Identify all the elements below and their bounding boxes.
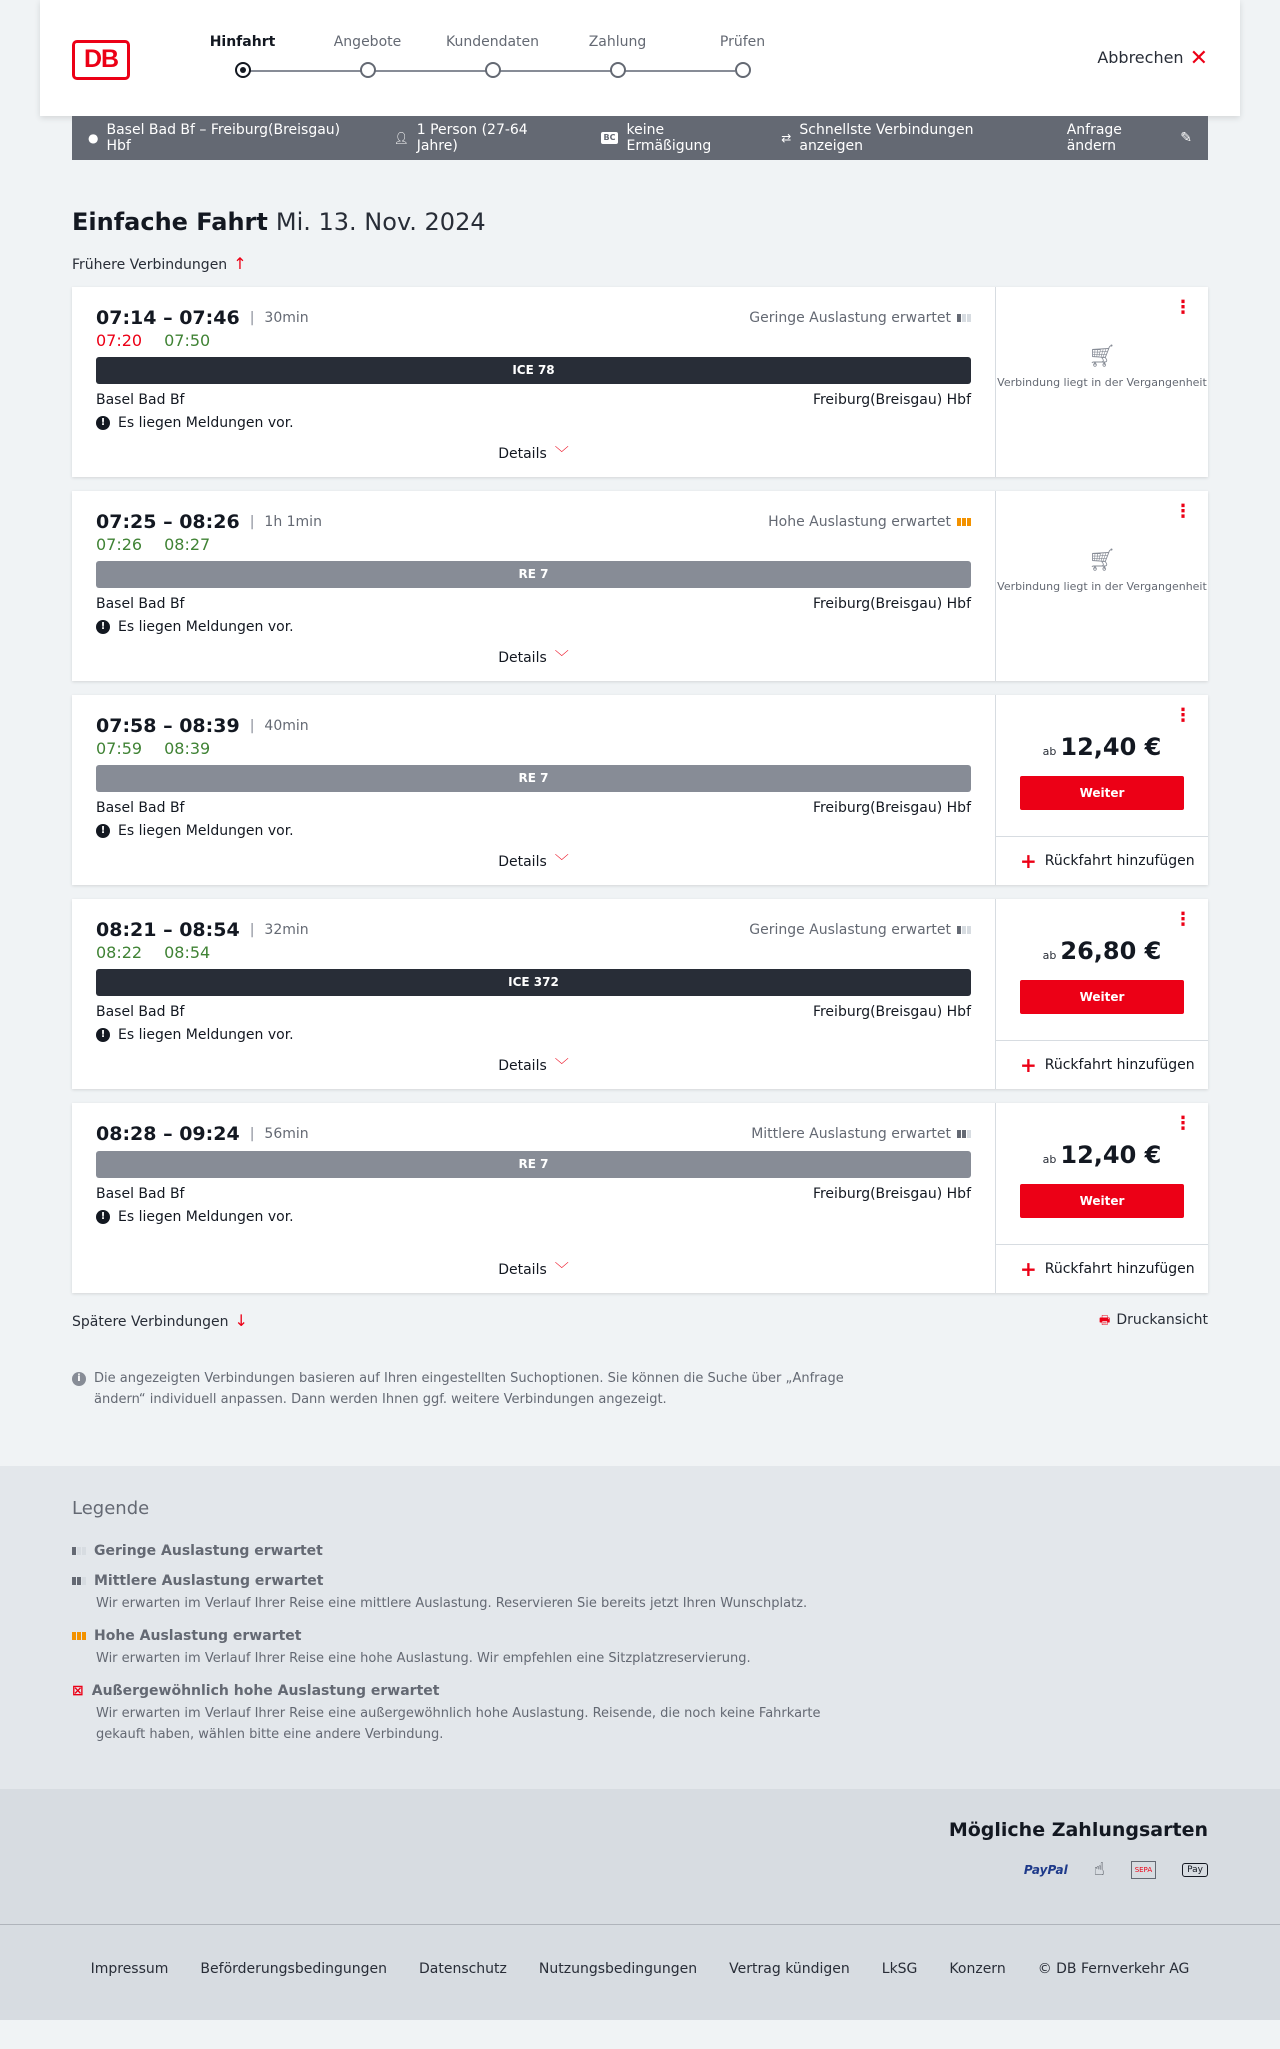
load-indicator <box>768 514 971 530</box>
realtime <box>96 331 971 351</box>
low-load-icon <box>72 1547 86 1555</box>
continue-button[interactable]: Weiter <box>1020 980 1184 1014</box>
details-label: Details <box>498 446 547 462</box>
step-circle-icon <box>235 62 251 78</box>
duration: 1h 1min <box>264 514 322 530</box>
query-discount <box>601 122 750 154</box>
swap-arrows-icon: ⇄ <box>781 131 792 145</box>
step-label: Kundendaten <box>445 34 540 50</box>
query-bar <box>72 116 1208 160</box>
add-return-label: Rückfahrt hinzufügen <box>1044 1261 1195 1277</box>
load-indicator <box>749 922 971 938</box>
continue-button[interactable]: Weiter <box>1020 1184 1184 1218</box>
duration: 32min <box>264 922 309 938</box>
offer-panel <box>995 695 1208 885</box>
chevron-down-icon: ﹀ <box>554 1262 569 1278</box>
pencil-icon: ✎ <box>1180 130 1193 146</box>
query-persons <box>393 122 568 154</box>
realtime-arrival: 07:50 <box>164 331 211 350</box>
legend-label: Außergewöhnlich hohe Auslastung erwartet <box>91 1683 440 1699</box>
cancel-label: Abbrechen <box>1097 48 1184 67</box>
realtime-arrival: 08:39 <box>164 739 211 758</box>
footer-link-impressum[interactable]: Impressum <box>90 1961 169 1977</box>
chevron-down-icon: ﹀ <box>554 854 569 870</box>
query-fastest <box>781 122 1034 154</box>
departure-arrival-time: 07:58 – 08:39 <box>96 715 240 737</box>
more-options-icon[interactable]: ⋮ <box>1174 297 1192 318</box>
more-options-icon[interactable]: ⋮ <box>1174 705 1192 726</box>
legend-label: Hohe Auslastung erwartet <box>94 1628 302 1644</box>
price <box>996 937 1208 965</box>
step-angebote <box>305 34 430 78</box>
train-bar: RE 7 <box>96 561 971 588</box>
connection-card <box>72 1103 1208 1293</box>
alert-icon: ! <box>96 416 110 430</box>
plus-icon: + <box>1020 1053 1037 1077</box>
footer <box>0 1924 1280 2020</box>
add-return-button[interactable] <box>996 1040 1208 1089</box>
realtime <box>96 943 971 963</box>
step-label: Angebote <box>333 34 402 50</box>
step-label: Prüfen <box>719 34 766 50</box>
realtime <box>96 739 971 759</box>
price-value: 12,40 € <box>1060 733 1162 761</box>
price-prefix: ab <box>1042 949 1057 962</box>
origin-station: Basel Bad Bf <box>96 1186 185 1202</box>
earlier-connections-link[interactable] <box>72 254 247 273</box>
origin-station: Basel Bad Bf <box>96 800 185 816</box>
connection-card <box>72 287 1208 477</box>
more-options-icon[interactable]: ⋮ <box>1174 909 1192 930</box>
info-note-text: Die angezeigten Verbindungen basieren auf Ihren eingestellten Suchoptionen. Sie können die Suche über „Anfrage ändern“ individuell anpassen. Dann werden Ihnen ggf. weitere Verbindungen angezeigt. <box>94 1371 844 1407</box>
plus-icon: + <box>1020 849 1037 873</box>
past-connection <box>996 344 1208 391</box>
realtime <box>96 535 971 555</box>
alert-icon: ! <box>96 1210 110 1224</box>
location-pin-icon: ● <box>88 131 99 145</box>
legend-desc: Wir erwarten im Verlauf Ihrer Reise eine hohe Auslastung. Wir empfehlen eine Sitzplatzreservierung. <box>96 1651 751 1666</box>
chevron-down-icon: ﹀ <box>554 446 569 462</box>
printer-icon: 🖶︎ <box>1099 1313 1111 1327</box>
print-view-link[interactable] <box>1099 1311 1208 1332</box>
more-options-icon[interactable]: ⋮ <box>1174 1113 1192 1134</box>
plus-icon: + <box>1020 1257 1037 1281</box>
legend-section <box>0 1466 1280 1789</box>
duration: 56min <box>264 1126 309 1142</box>
page-title <box>72 208 1208 236</box>
header <box>40 0 1240 116</box>
legend-label: Mittlere Auslastung erwartet <box>94 1573 324 1589</box>
add-return-button[interactable] <box>996 1244 1208 1293</box>
notice-text: Es liegen Meldungen vor. <box>118 415 294 431</box>
notice-text: Es liegen Meldungen vor. <box>118 1209 294 1225</box>
trip-date: Mi. 13. Nov. 2024 <box>275 208 486 236</box>
notice <box>96 415 971 431</box>
connection-card <box>72 695 1208 885</box>
payment-methods <box>0 1789 1280 1924</box>
destination-station: Freiburg(Breisgau) Hbf <box>812 800 971 816</box>
realtime-departure: 07:26 <box>96 535 143 554</box>
origin-station: Basel Bad Bf <box>96 1004 185 1020</box>
price-prefix: ab <box>1042 1153 1057 1166</box>
departure-arrival-time: 07:25 – 08:26 <box>96 511 240 533</box>
destination-station: Freiburg(Breisgau) Hbf <box>812 596 971 612</box>
extreme-load-icon: ⊠ <box>72 1683 84 1699</box>
load-text: Geringe Auslastung erwartet <box>749 310 951 326</box>
connection-info <box>72 287 995 477</box>
more-options-icon[interactable]: ⋮ <box>1174 501 1192 522</box>
separator: | <box>249 310 255 326</box>
price-value: 12,40 € <box>1060 1141 1162 1169</box>
details-toggle[interactable] <box>72 851 995 871</box>
details-label: Details <box>498 1262 547 1278</box>
load-indicator <box>749 310 971 326</box>
connection-info <box>72 695 995 885</box>
step-label: Zahlung <box>588 34 647 50</box>
footer-link-datenschutz[interactable]: Datenschutz <box>418 1961 507 1977</box>
print-label: Druckansicht <box>1116 1312 1208 1328</box>
close-icon: ✕ <box>1189 46 1208 71</box>
step-pruefen <box>680 34 805 78</box>
legend-item-extreme <box>72 1683 1208 1745</box>
load-text: Geringe Auslastung erwartet <box>749 922 951 938</box>
chevron-down-icon: ﹀ <box>554 650 569 666</box>
query-discount-text: keine Ermäßigung <box>626 122 712 154</box>
legend-label: Geringe Auslastung erwartet <box>94 1543 323 1559</box>
departure-arrival-time: 08:28 – 09:24 <box>96 1123 240 1145</box>
connection-info <box>72 1103 995 1293</box>
destination-station: Freiburg(Breisgau) Hbf <box>812 392 971 408</box>
realtime-arrival: 08:54 <box>164 943 211 962</box>
later-label: Spätere Verbindungen <box>72 1314 229 1330</box>
load-indicator <box>751 1126 971 1142</box>
train-bar: RE 7 <box>96 1151 971 1178</box>
duration: 40min <box>264 718 309 734</box>
step-hinfahrt <box>180 34 305 78</box>
step-circle-icon <box>610 62 626 78</box>
medium-load-icon <box>957 1130 971 1138</box>
offer-panel <box>995 899 1208 1089</box>
arrow-up-icon: ↑ <box>233 254 247 273</box>
sepa-icon: SEPA <box>1131 1861 1156 1879</box>
footer-link-kuendigen[interactable]: Vertrag kündigen <box>729 1961 850 1977</box>
duration: 30min <box>264 310 309 326</box>
medium-load-icon <box>72 1577 86 1585</box>
legend-item-high <box>72 1628 1208 1669</box>
step-label: Hinfahrt <box>209 34 276 50</box>
offer-panel <box>995 491 1208 681</box>
step-kundendaten <box>430 34 555 78</box>
details-toggle[interactable] <box>72 647 995 667</box>
separator: | <box>249 718 255 734</box>
query-persons-text: 1 Person (27-64 Jahre) <box>416 122 528 154</box>
separator: | <box>249 1126 255 1142</box>
later-connections-link[interactable] <box>72 1311 248 1332</box>
offer-panel <box>995 287 1208 477</box>
connection-card <box>72 899 1208 1089</box>
query-route-text: Basel Bad Bf – Freiburg(Breisgau) Hbf <box>106 122 341 154</box>
notice-text: Es liegen Meldungen vor. <box>118 823 294 839</box>
notice-text: Es liegen Meldungen vor. <box>118 619 294 635</box>
notice <box>96 1027 971 1043</box>
separator: | <box>249 922 255 938</box>
load-text: Mittlere Auslastung erwartet <box>751 1126 951 1142</box>
price <box>996 1141 1208 1169</box>
train-bar: RE 7 <box>96 765 971 792</box>
progress-steps <box>180 34 805 84</box>
legend-desc: Wir erwarten im Verlauf Ihrer Reise eine außergewöhnlich hohe Auslastung. Reisende, die noch keine Fahrkarte gekauft haben, wählen bitte eine andere Verbindung. <box>96 1706 821 1742</box>
departure-arrival-time: 07:14 – 07:46 <box>96 307 240 329</box>
footer-link-nutzung[interactable]: Nutzungsbedingungen <box>538 1961 698 1977</box>
high-load-icon <box>957 518 971 526</box>
chevron-down-icon: ﹀ <box>554 1058 569 1074</box>
past-text: Verbindung liegt in der Vergangenheit <box>997 580 1207 593</box>
low-load-icon <box>957 926 971 934</box>
notice <box>96 619 971 635</box>
legend-desc: Wir erwarten im Verlauf Ihrer Reise eine mittlere Auslastung. Reservieren Sie bereits jetzt Ihren Wunschplatz. <box>96 1596 808 1611</box>
notice-text: Es liegen Meldungen vor. <box>118 1027 294 1043</box>
cart-unavailable-icon: 🛒︎ <box>1088 344 1116 369</box>
separator: | <box>249 514 255 530</box>
details-toggle[interactable] <box>72 443 995 463</box>
details-toggle[interactable] <box>72 1055 995 1075</box>
query-route <box>88 122 361 154</box>
realtime-arrival: 08:27 <box>164 535 211 554</box>
continue-button[interactable]: Weiter <box>1020 776 1184 810</box>
edit-query-button[interactable] <box>1067 122 1192 154</box>
query-fastest-text: Schnellste Verbindungen anzeigen <box>799 122 974 154</box>
details-label: Details <box>498 1058 547 1074</box>
notice <box>96 823 971 839</box>
price-value: 26,80 € <box>1060 937 1162 965</box>
price <box>996 733 1208 761</box>
realtime-departure: 08:22 <box>96 943 143 962</box>
destination-station: Freiburg(Breisgau) Hbf <box>812 1186 971 1202</box>
add-return-label: Rückfahrt hinzufügen <box>1044 1057 1195 1073</box>
add-return-button[interactable] <box>996 836 1208 885</box>
realtime-departure: 07:20 <box>96 331 143 350</box>
person-icon: 👤︎ <box>393 131 409 145</box>
step-circle-icon <box>360 62 376 78</box>
legend-item-medium <box>72 1573 1208 1614</box>
bahncard-icon: BC <box>601 132 619 144</box>
alert-icon: ! <box>96 824 110 838</box>
past-connection <box>996 548 1208 595</box>
earlier-label: Frühere Verbindungen <box>72 257 228 273</box>
departure-arrival-time: 08:21 – 08:54 <box>96 919 240 941</box>
apple-pay-icon <box>1182 1863 1208 1877</box>
step-circle-icon <box>485 62 501 78</box>
arrow-down-icon: ↓ <box>234 1311 248 1330</box>
cart-unavailable-icon: 🛒︎ <box>1088 548 1116 573</box>
origin-station: Basel Bad Bf <box>96 392 185 408</box>
details-label: Details <box>498 650 547 666</box>
add-return-label: Rückfahrt hinzufügen <box>1044 853 1195 869</box>
alert-icon: ! <box>96 620 110 634</box>
notice <box>96 1209 971 1225</box>
details-toggle[interactable] <box>72 1259 995 1279</box>
realtime-departure: 07:59 <box>96 739 143 758</box>
payment-title: Mögliche Zahlungsarten <box>948 1819 1208 1841</box>
alert-icon: ! <box>96 1028 110 1042</box>
cancel-button[interactable] <box>1097 46 1208 71</box>
train-bar: ICE 78 <box>96 357 971 384</box>
step-zahlung <box>555 34 680 78</box>
edit-query-label: Anfrage ändern <box>1066 122 1122 154</box>
past-text: Verbindung liegt in der Vergangenheit <box>997 376 1207 389</box>
paypal-icon: PayPal <box>1023 1862 1068 1877</box>
low-load-icon <box>957 314 971 322</box>
footer-link-befoerderung[interactable]: Beförderungsbedingungen <box>200 1961 387 1977</box>
db-logo[interactable]: DB <box>72 40 130 80</box>
footer-copyright: © DB Fernverkehr AG <box>1037 1961 1190 1977</box>
legend-item-low <box>72 1543 1208 1559</box>
destination-station: Freiburg(Breisgau) Hbf <box>812 1004 971 1020</box>
high-load-icon <box>72 1632 86 1640</box>
legend-title: Legende <box>72 1498 150 1519</box>
search-info-note <box>72 1368 852 1410</box>
hand-card-icon: ☝︎ <box>1093 1859 1105 1880</box>
train-bar: ICE 372 <box>96 969 971 996</box>
info-icon: i <box>72 1372 86 1386</box>
origin-station: Basel Bad Bf <box>96 596 185 612</box>
connection-info <box>72 491 995 681</box>
connection-card <box>72 491 1208 681</box>
footer-link-konzern[interactable]: Konzern <box>949 1961 1006 1977</box>
trip-type: Einfache Fahrt <box>72 208 268 236</box>
footer-link-lksg[interactable]: LkSG <box>881 1961 918 1977</box>
details-label: Details <box>498 854 547 870</box>
price-prefix: ab <box>1042 745 1057 758</box>
step-circle-icon <box>735 62 751 78</box>
load-text: Hohe Auslastung erwartet <box>768 514 951 530</box>
offer-panel <box>995 1103 1208 1293</box>
apple-pay-text: Pay <box>1187 1864 1203 1875</box>
connection-info <box>72 899 995 1089</box>
